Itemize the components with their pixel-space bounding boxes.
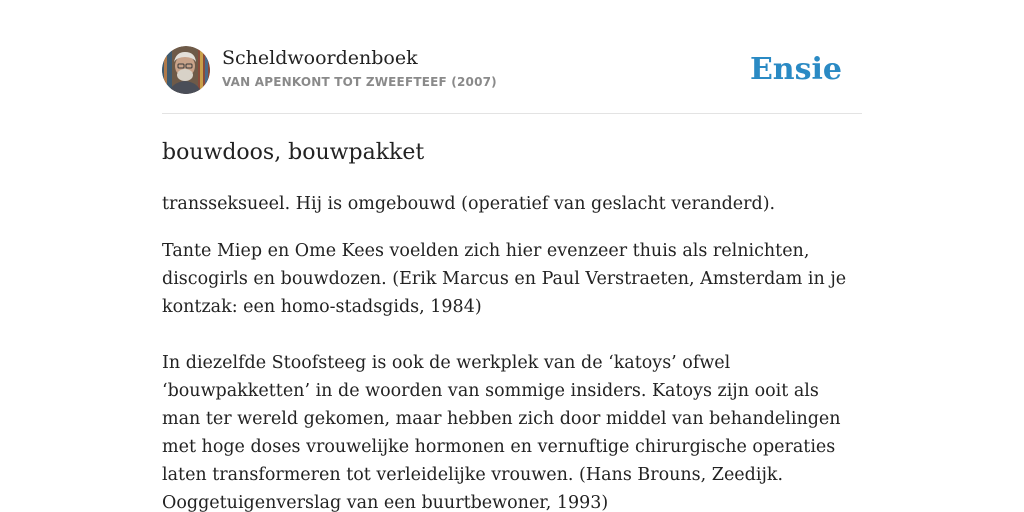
author-portrait-icon: [162, 46, 210, 94]
dictionary-header: [162, 46, 862, 96]
header-divider: [162, 113, 862, 114]
dictionary-title[interactable]: Scheldwoordenboek: [222, 47, 418, 69]
dictionary-subtitle: VAN APENKONT TOT ZWEEFTEEF (2007): [222, 75, 497, 89]
entry-title: bouwdoos, bouwpakket: [162, 140, 425, 165]
entry-definition: transseksueel. Hij is omgebouwd (operatief van geslacht veranderd).: [162, 194, 776, 214]
example-quote: In diezelfde Stoofsteeg is ook de werkplek van de ‘katoys’ ofwel ‘bouwpakketten’ in de woorden van sommige insiders. Katoys zijn ooit als man ter wereld gekomen, maar hebben zich door middel van behandelingen met hoge doses vrouwelijke hormonen en vernuftige chirurgische operaties laten transformeren tot verleidelijke vrouwen. (Hans Brouns, Zeedijk. Ooggetuigenverslag van een buurtbewoner, 1993): [162, 353, 841, 512]
author-avatar[interactable]: [162, 46, 210, 94]
example-quote: Tante Miep en Ome Kees voelden zich hier evenzeer thuis als relnichten, discogirls en bouwdozen. (Erik Marcus en Paul Verstraeten, Amsterdam in je kontzak: een homo-stadsgids, 1984): [162, 241, 847, 317]
ensie-logo-link[interactable]: Ensie: [749, 52, 842, 87]
